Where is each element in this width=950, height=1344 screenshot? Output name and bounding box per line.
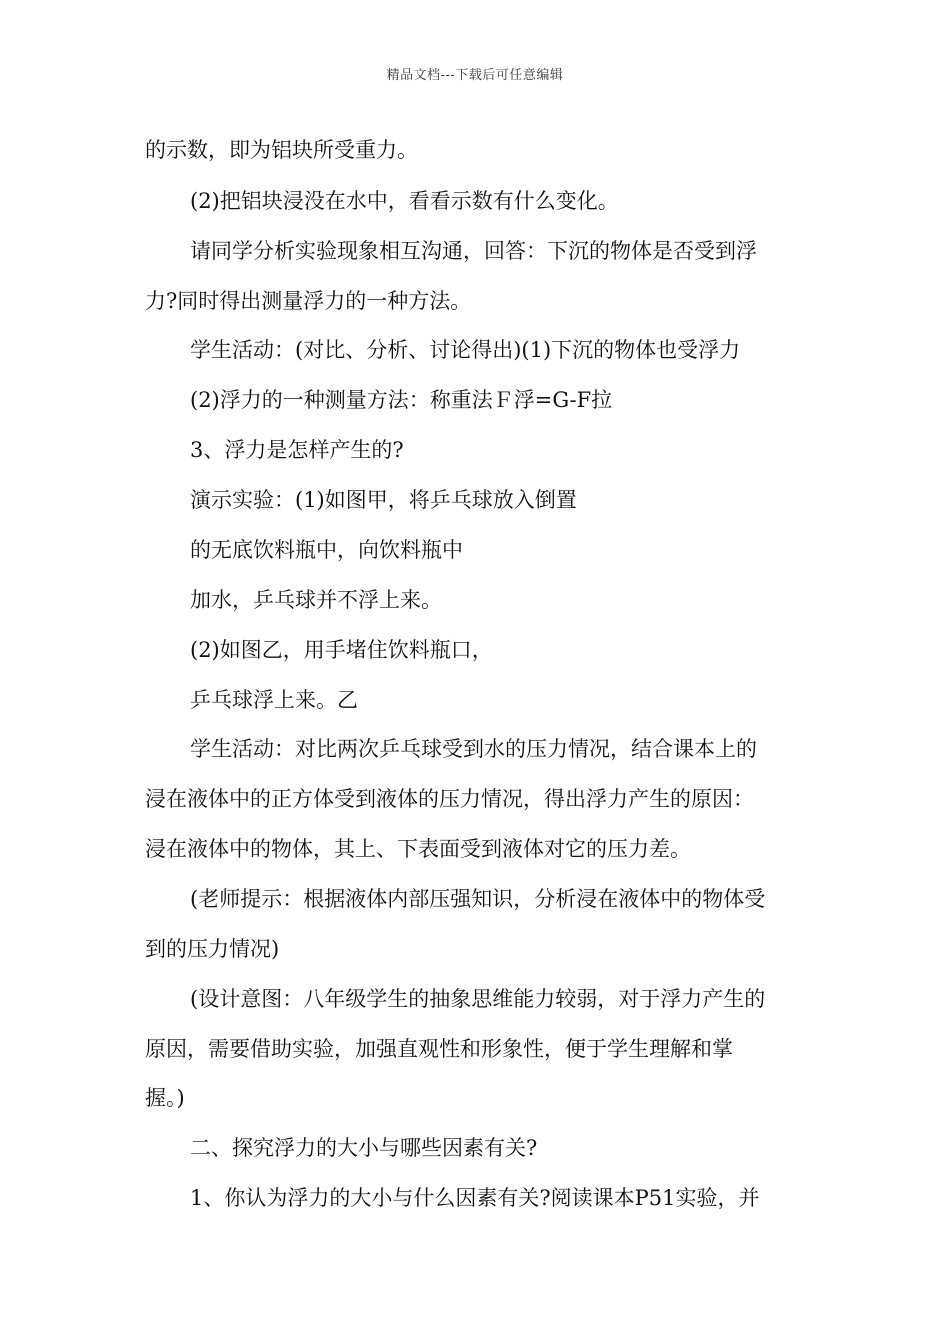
text-line: 演示实验：(1)如图甲，将乒乓球放入倒置 [190,488,577,512]
text-line: (2)把铝块浸没在水中，看看示数有什么变化。 [190,189,619,213]
text-line: (2)如图乙，用手堵住饮料瓶口， [190,638,493,662]
text-line: 的无底饮料瓶中，向饮料瓶中 [190,538,463,562]
text-line: 力?同时得出测量浮力的一种方法。 [145,289,472,313]
text-line: (设计意图：八年级学生的抽象思维能力较弱，对于浮力产生的 [190,987,766,1011]
text-line: 乒乓球浮上来。乙 [190,688,358,712]
text-line: 二、探究浮力的大小与哪些因素有关? [190,1136,538,1160]
text-line: 请同学分析实验现象相互沟通，回答：下沉的物体是否受到浮 [190,239,757,263]
text-line: 原因，需要借助实验，加强直观性和形象性，便于学生理解和掌 [145,1037,733,1061]
text-line: (2)浮力的一种测量方法：称重法Ｆ浮=G-F拉 [190,388,613,412]
text-line: 学生活动：(对比、分析、讨论得出)(1)下沉的物体也受浮力 [190,338,741,362]
text-line: (老师提示：根据液体内部压强知识，分析浸在液体中的物体受 [190,887,766,911]
text-line: 到的压力情况) [145,937,280,961]
page-header: 精品文档---下载后可任意编辑 [386,68,564,83]
text-line: 3、浮力是怎样产生的? [190,438,404,462]
text-line: 浸在液体中的正方体受到液体的压力情况，得出浮力产生的原因： [145,787,754,811]
text-line: 浸在液体中的物体，其上、下表面受到液体对它的压力差。 [145,837,691,861]
text-line: 学生活动：对比两次乒乓球受到水的压力情况，结合课本上的 [190,737,757,761]
text-line: 1、你认为浮力的大小与什么因素有关?阅读课本P51实验，并 [190,1186,760,1210]
text-line: 的示数，即为铝块所受重力。 [145,138,418,162]
text-line: 加水，乒乓球并不浮上来。 [190,588,442,612]
text-line: 握。) [145,1086,185,1110]
